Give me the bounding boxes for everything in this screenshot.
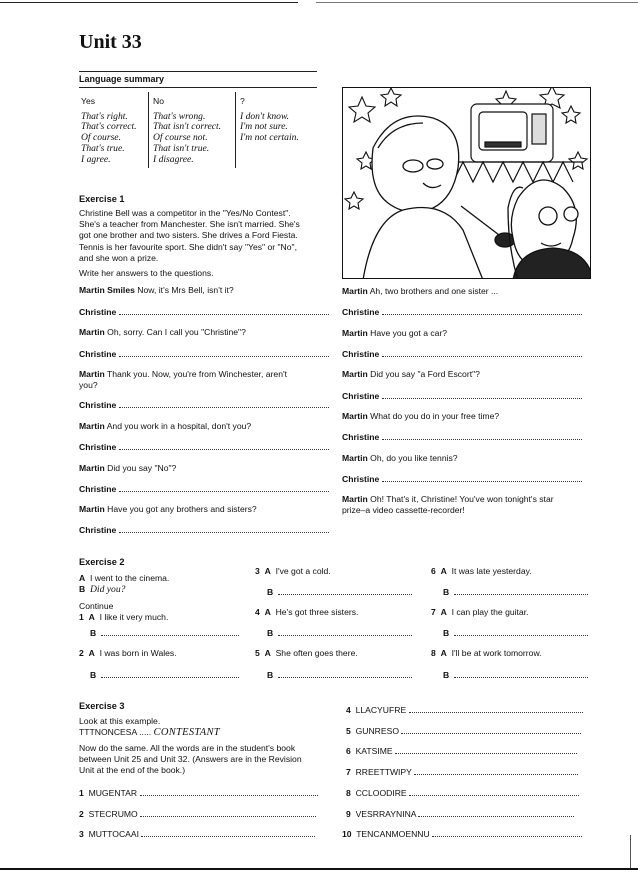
unit-title: Unit 33 xyxy=(79,31,142,53)
answer-blank[interactable] xyxy=(401,727,581,734)
speaker: Martin Smiles xyxy=(79,285,135,295)
speaker: Christine xyxy=(79,484,117,494)
question: Oh, do you like tennis? xyxy=(367,453,458,463)
label-b: B xyxy=(267,670,274,680)
illustration-svg xyxy=(343,88,591,279)
anagram-number: 10 xyxy=(342,829,352,839)
label-a: A xyxy=(440,607,447,617)
summary-line: I don't know. xyxy=(240,110,290,122)
anagram-row xyxy=(342,829,582,840)
item-number: 5 xyxy=(255,648,260,658)
summary-line: That's right. xyxy=(81,110,128,122)
speaker: Martin xyxy=(79,369,105,379)
exercise3-heading: Exercise 3 xyxy=(79,701,125,711)
answer-blank[interactable] xyxy=(140,810,316,817)
answer-line xyxy=(79,349,329,360)
anagram-word: RREETTWIPY xyxy=(355,767,412,777)
anagram-word: CCLOODIRE xyxy=(355,788,407,798)
anagram-number: 9 xyxy=(346,809,351,819)
question: Did you say "a Ford Escort"? xyxy=(367,369,480,379)
dialogue-line xyxy=(79,285,234,296)
anagram-row xyxy=(346,726,581,737)
anagram-number: 2 xyxy=(79,809,84,819)
speaker: Christine xyxy=(79,525,117,535)
speaker: Christine xyxy=(342,307,380,317)
anagram-word: GUNRESO xyxy=(355,726,400,736)
example-a xyxy=(79,573,169,584)
dialogue-line xyxy=(79,504,257,515)
ex2-item-3-b xyxy=(267,587,412,598)
item-number: 2 xyxy=(79,648,84,658)
answer-blank[interactable] xyxy=(382,475,582,482)
item-statement: I was born in Wales. xyxy=(99,648,177,658)
ex2-item-5 xyxy=(255,648,358,659)
answer-line xyxy=(79,525,329,536)
tv-show-illustration xyxy=(342,87,591,279)
speaker: Christine xyxy=(79,349,117,359)
label-a: A xyxy=(88,648,95,658)
ex2-item-8-b xyxy=(443,670,588,681)
dialogue-line xyxy=(342,411,499,422)
item-number: 8 xyxy=(431,648,436,658)
speaker: Christine xyxy=(342,349,380,359)
top-rule-right xyxy=(316,2,638,3)
answer-line xyxy=(79,400,329,411)
ex2-item-6 xyxy=(431,566,532,577)
item-statement: I can play the guitar. xyxy=(451,607,529,617)
label-a: A xyxy=(440,566,447,576)
summary-line: That's wrong. xyxy=(153,110,206,122)
speaker: Martin xyxy=(342,286,368,296)
answer-line xyxy=(342,307,582,318)
speaker: Martin xyxy=(342,494,368,504)
speaker: Christine xyxy=(342,474,380,484)
ex2-item-3 xyxy=(255,566,331,577)
answer-blank[interactable] xyxy=(382,392,582,399)
question-cont: you? xyxy=(79,379,98,390)
speaker: Martin xyxy=(79,463,105,473)
answer-line xyxy=(342,391,582,402)
anagram-row xyxy=(346,746,577,757)
item-statement: I've got a cold. xyxy=(275,566,331,576)
answer-blank[interactable] xyxy=(119,401,329,408)
summary-col-header: Yes xyxy=(81,96,96,106)
item-number: 3 xyxy=(255,566,260,576)
anagram-word: STECRUMO xyxy=(88,809,138,819)
intro-line: got one brother and two sisters. She drives a Ford Fiesta. xyxy=(79,230,298,241)
label-b: B xyxy=(443,670,450,680)
ex2-item-6-b xyxy=(443,587,588,598)
dialogue-line xyxy=(79,463,176,474)
answer-blank[interactable] xyxy=(382,350,582,357)
question-cont: prize–a video cassette-recorder! xyxy=(342,504,465,515)
answer-blank[interactable] xyxy=(119,526,329,533)
label-b: B xyxy=(443,628,450,638)
exercise3-intro: Look at this example. xyxy=(79,716,161,726)
item-statement: He's got three sisters. xyxy=(275,607,359,617)
ex2-item-4-b xyxy=(267,628,412,639)
speaker: Martin xyxy=(342,453,368,463)
speaker: Martin xyxy=(79,327,105,337)
speaker: Christine xyxy=(79,307,117,317)
example-b xyxy=(79,584,125,596)
answer-blank[interactable] xyxy=(101,671,239,678)
ex2-item-5-b xyxy=(267,670,412,681)
ex2-item-1-b xyxy=(90,628,239,639)
summary-line: That's true. xyxy=(81,142,125,154)
summary-line: Of course not. xyxy=(153,132,208,144)
summary-divider-1 xyxy=(148,92,149,168)
exercise3-example xyxy=(79,727,220,739)
continue-label: Continue xyxy=(79,601,114,611)
speaker: Martin xyxy=(79,421,105,431)
answer-blank[interactable] xyxy=(418,810,574,817)
answer-line xyxy=(79,442,329,453)
dialogue-line xyxy=(342,286,498,297)
anagram-row xyxy=(346,788,579,799)
ex2-item-8 xyxy=(431,648,542,659)
answer-blank[interactable] xyxy=(409,706,583,713)
answer-blank[interactable] xyxy=(432,830,582,837)
exercise2-heading: Exercise 2 xyxy=(79,557,125,567)
label-a: A xyxy=(264,607,271,617)
summary-line: I agree. xyxy=(81,153,111,165)
anagram-number: 7 xyxy=(346,767,351,777)
instruction-line: between Unit 25 and Unit 32. (Answers are in the Revision xyxy=(79,754,302,764)
anagram-word: LLACYUFRE xyxy=(355,705,407,715)
exercise3-instructions xyxy=(79,743,302,776)
answer-blank[interactable] xyxy=(414,768,578,775)
question: Have you got any brothers and sisters? xyxy=(104,504,257,514)
summary-line: That's correct. xyxy=(81,121,137,133)
exercise1-heading: Exercise 1 xyxy=(79,194,125,204)
summary-line: I disagree. xyxy=(153,153,194,165)
answer-line xyxy=(79,307,329,318)
exercise1-instruction: Write her answers to the questions. xyxy=(79,268,214,278)
item-statement: I like it very much. xyxy=(99,612,169,622)
anagram-word: KATSIME xyxy=(355,746,393,756)
speaker: Christine xyxy=(79,400,117,410)
label-a: A xyxy=(440,648,447,658)
anagram-word: MUTTOCAAI xyxy=(88,829,140,839)
anagram-number: 4 xyxy=(346,705,351,715)
summary-line: Of course. xyxy=(81,132,121,144)
answer-blank[interactable] xyxy=(278,629,412,636)
answer-blank[interactable] xyxy=(101,629,239,636)
anagram-row xyxy=(79,788,318,799)
item-number: 6 xyxy=(431,566,436,576)
answer-blank[interactable] xyxy=(278,588,412,595)
item-number: 1 xyxy=(79,612,84,622)
label-b: B xyxy=(443,587,450,597)
anagram-number: 6 xyxy=(346,746,351,756)
dialogue-line xyxy=(342,328,447,339)
ex2-item-2-b xyxy=(90,670,239,681)
ex2-item-7-b xyxy=(443,628,588,639)
summary-line: That isn't correct. xyxy=(153,121,222,133)
dialogue-line xyxy=(79,421,251,432)
anagram-word: MUGENTAR xyxy=(88,788,138,798)
anagram-row xyxy=(346,809,574,820)
ex2-item-7 xyxy=(431,607,528,618)
question: Now, it's Mrs Bell, isn't it? xyxy=(134,285,234,295)
answer-blank[interactable] xyxy=(119,350,329,357)
question: Thank you. Now, you're from Winchester, aren't xyxy=(104,369,288,379)
anagram-number: 8 xyxy=(346,788,351,798)
label-b: B xyxy=(90,670,97,680)
example-answer: CONTESTANT xyxy=(153,727,220,738)
example-word: TTTNONCESA xyxy=(79,727,137,737)
ex2-item-4 xyxy=(255,607,358,618)
speaker: Christine xyxy=(342,391,380,401)
summary-line: I'm not certain. xyxy=(240,132,299,144)
label-b: B xyxy=(267,587,274,597)
answer-blank[interactable] xyxy=(119,308,329,315)
dialogue-line xyxy=(79,369,287,390)
language-summary-heading: Language summary xyxy=(79,74,165,84)
summary-rule-top xyxy=(79,71,317,72)
speaker: Christine xyxy=(342,432,380,442)
summary-col-yes xyxy=(81,96,137,165)
answer-blank[interactable] xyxy=(382,433,582,440)
label-a: A xyxy=(264,566,271,576)
answer-blank[interactable] xyxy=(382,308,582,315)
instruction-line: Now do the same. All the words are in the student's book xyxy=(79,743,296,753)
summary-divider-2 xyxy=(235,92,236,168)
anagram-row xyxy=(346,705,583,716)
question: Oh! That's it, Christine! You've won tonight's star xyxy=(367,494,554,504)
question: What do you do in your free time? xyxy=(367,411,500,421)
answer-blank[interactable] xyxy=(454,588,588,595)
summary-line: I'm not sure. xyxy=(240,121,288,133)
instruction-line: Unit at the end of the book.) xyxy=(79,765,186,775)
summary-col-unsure xyxy=(240,96,299,144)
answer-blank[interactable] xyxy=(140,789,318,796)
anagram-word: VESRRAYNINA xyxy=(355,809,417,819)
summary-col-no xyxy=(153,96,221,165)
label-b: B xyxy=(90,628,97,638)
answer-line xyxy=(342,432,582,443)
speaker: Martin xyxy=(342,411,368,421)
item-number: 4 xyxy=(255,607,260,617)
bottom-rule xyxy=(0,868,638,870)
ex2-item-2 xyxy=(79,648,177,659)
answer-blank[interactable] xyxy=(395,747,577,754)
dialogue-line xyxy=(79,327,246,338)
item-number: 7 xyxy=(431,607,436,617)
answer-blank[interactable] xyxy=(454,629,588,636)
answer-line xyxy=(79,484,329,495)
answer-blank[interactable] xyxy=(409,789,579,796)
intro-line: She's a teacher from Manchester. She isn't married. She's xyxy=(79,219,300,230)
page-edge-mark xyxy=(630,835,631,868)
anagram-row xyxy=(79,829,315,840)
summary-col-header: No xyxy=(153,96,164,106)
intro-line: Tennis is her favourite sport. She didn't say "Yes" or "No", xyxy=(79,241,297,252)
anagram-row xyxy=(79,809,316,820)
question: And you work in a hospital, don't you? xyxy=(104,421,252,431)
intro-line: and she won a prize. xyxy=(79,252,159,263)
intro-line: Christine Bell was a competitor in the "Yes/No Contest". xyxy=(79,208,291,218)
anagram-number: 1 xyxy=(79,788,84,798)
summary-rule-bottom xyxy=(79,87,317,88)
dialogue-line xyxy=(342,453,458,464)
label-b: B xyxy=(79,584,86,594)
example-b-text: Did you? xyxy=(90,584,126,595)
answer-line xyxy=(342,349,582,360)
example-dots: ..... xyxy=(139,727,152,737)
item-statement: She often goes there. xyxy=(275,648,358,658)
speaker: Martin xyxy=(79,504,105,514)
speaker: Martin xyxy=(342,328,368,338)
label-b: B xyxy=(267,628,274,638)
exercise1-intro xyxy=(79,208,339,264)
answer-blank[interactable] xyxy=(454,671,588,678)
question: Did you say "No"? xyxy=(104,463,177,473)
item-statement: It was late yesterday. xyxy=(451,566,532,576)
anagram-number: 5 xyxy=(346,726,351,736)
example-a-text: I went to the cinema. xyxy=(90,573,170,583)
anagram-number: 3 xyxy=(79,829,84,839)
summary-line: That isn't true. xyxy=(153,142,210,154)
label-a: A xyxy=(79,573,86,583)
speaker: Christine xyxy=(79,442,117,452)
label-a: A xyxy=(88,612,95,622)
anagram-word: TENCANMOENNU xyxy=(356,829,430,839)
question: Oh, sorry. Can I call you "Christine"? xyxy=(104,327,246,337)
top-rule xyxy=(0,2,298,3)
dialogue-line xyxy=(342,369,480,380)
answer-blank[interactable] xyxy=(141,830,315,837)
answer-blank[interactable] xyxy=(119,443,329,450)
answer-line xyxy=(342,474,582,485)
answer-blank[interactable] xyxy=(119,485,329,492)
ex2-item-1 xyxy=(79,612,168,623)
speaker: Martin xyxy=(342,369,368,379)
label-a: A xyxy=(264,648,271,658)
summary-col-header: ? xyxy=(240,96,245,106)
question: Ah, two brothers and one sister ... xyxy=(367,286,499,296)
answer-blank[interactable] xyxy=(278,671,412,678)
dialogue-line xyxy=(342,494,554,515)
anagram-row xyxy=(346,767,578,778)
question: Have you got a car? xyxy=(367,328,448,338)
item-statement: I'll be at work tomorrow. xyxy=(451,648,542,658)
